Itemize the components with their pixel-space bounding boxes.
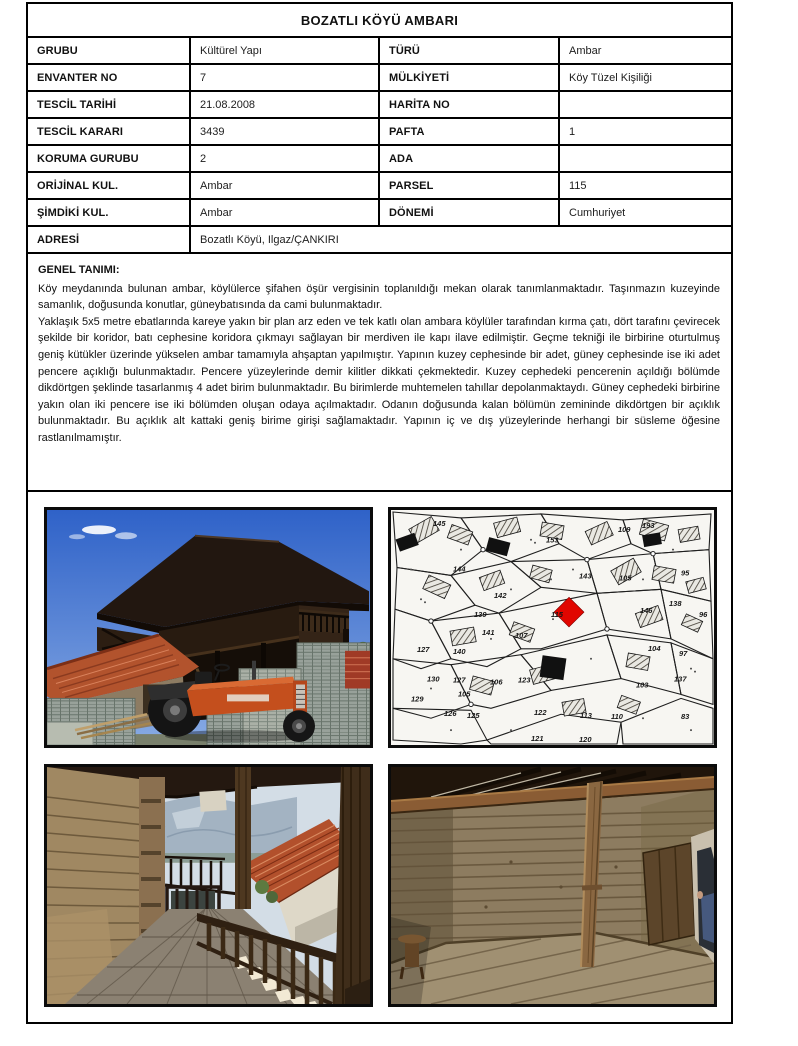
map-parcel-number: 106 [490,677,503,687]
field-label: ORİJİNAL KUL. [28,173,191,200]
field-value [560,146,731,173]
map-parcel-number: 103 [636,680,649,690]
field-label: TESCİL TARİHİ [28,92,191,119]
corridor-photo-illustration [47,767,370,1004]
map-parcel-number: 138 [669,599,682,609]
field-label: PARSEL [380,173,560,200]
general-description [28,254,731,492]
map-parcel-number: 104 [648,643,661,653]
map-parcel-number: 125 [467,711,480,721]
map-parcel-number: 127 [453,675,466,685]
description-heading: GENEL TANIMI: [38,264,120,276]
map-parcel-number: 139 [474,610,487,620]
page-title: BOZATLI KÖYÜ AMBARI [28,4,731,38]
map-parcel-number: 120 [579,735,592,745]
map-parcel-number: 95 [681,568,690,578]
field-value: 1 [560,119,731,146]
person-partial [697,847,714,953]
field-label: ENVANTER NO [28,65,191,92]
field-label: TÜRÜ [380,38,560,65]
field-value: Köy Tüzel Kişiliği [560,65,731,92]
field-value [560,92,731,119]
map-parcel-number: 123 [518,675,531,685]
interior-photo-illustration [391,767,714,1004]
field-label: ŞİMDİKİ KUL. [28,200,191,227]
cadastral-map-illustration [391,510,714,745]
map-parcel-number: 141 [482,627,495,637]
field-label: PAFTA [380,119,560,146]
map-parcel-number: 153 [546,535,559,545]
map-parcel-number: 109 [618,524,631,534]
field-value-address: Bozatlı Köyü, Ilgaz/ÇANKIRI [191,227,731,254]
map-parcel-number: 193 [642,520,655,530]
field-value: Ambar [191,173,380,200]
description-paragraph-1: Köy meydanında bulunan ambar, köylülerce şifahen öşür vergisinin toplanıldığı mekan olarak tanımlanmaktadır. Taşınmazın kuzeyinde samanlık, doğusunda konutlar, güneybatısında da cami bulunmaktadır. [38,282,720,312]
map-parcel-number: 83 [681,712,690,722]
field-label: KORUMA GURUBU [28,146,191,173]
exterior-photo-illustration [47,510,370,745]
map-parcel-number: 105 [458,689,471,699]
map-parcel-number: 140 [453,646,466,656]
field-label: DÖNEMİ [380,200,560,227]
map-parcel-number: 144 [453,564,466,574]
map-parcel-number: 97 [679,648,688,658]
description-paragraph-2: Yaklaşık 5x5 metre ebatlarında kareye yakın bir plan arz eden ve tek katlı olan ambara köylüler tarafından kırma çatı, dört tarafını çevirecek şekilde bir koridor, batı cephesine koridora çıkmayı sağlayan bir merdiven ile kapı ilave edilmiştir. Geçme tekniği ile birbirine oturtulmuş geniş kütükler üzerinde yükselen ambar tamamıyla ahşaptan yapılmıştır. Yapının kuzey cephesinde bir adet, güney cephesinde ise iki adet pencere açıklığı bulunmaktadır. Pencere yüzeylerinde demir kilitler dikkati çekmektedir. Kuzey cephedeki pencerenin açıldığı bölümde dikdörtgen şeklinde tasarlanmış 4 adet birim bulunmaktadır. Bu birimlerde muhtemelen tahıllar depolanmaktaydı. Güney cephedeki birbirine yakın olan iki pencere ise iki bölümden oluşan odaya açılmaktadır. Odanın doğusunda kalan bölümün zemininde dikdörtgen bir açıklık bulunmaktadır. Bu açıklık alt kattaki geniş birime girişi sağlamaktadır. Yapının iç ve dış yüzeylerinde herhangi bir süsleme öğesine rastlanılmamıştır. [38,315,720,444]
field-value: Ambar [191,200,380,227]
map-parcel-number: 105 [619,573,632,583]
map-parcel-number: 96 [699,610,708,620]
form-table [26,2,733,1024]
field-label: ADA [380,146,560,173]
map-parcel-number: 143 [579,571,592,581]
red-brick-stack [345,651,370,689]
map-parcel-number: 146 [640,606,653,616]
map-parcel-number: 129 [411,694,424,704]
field-value: 7 [191,65,380,92]
map-parcel-number: 127 [417,644,430,654]
field-value: Ambar [560,38,731,65]
map-parcel-number: 115 [551,610,563,620]
field-label: TESCİL KARARI [28,119,191,146]
map-parcel-number: 113 [580,711,592,721]
field-value: Cumhuriyet [560,200,731,227]
map-parcel-number: 110 [611,712,623,722]
field-label: MÜLKİYETİ [380,65,560,92]
field-value: 3439 [191,119,380,146]
field-label: HARİTA NO [380,92,560,119]
field-value: 2 [191,146,380,173]
map-parcel-number: 121 [531,734,544,744]
map-parcel-number: 107 [515,630,528,640]
field-value: 115 [560,173,731,200]
photo-balcony-corridor [44,764,373,1007]
photo-cadastral-map [388,507,717,748]
map-parcel-number: 122 [534,708,547,718]
photo-interior-room [388,764,717,1007]
photo-exterior-ambar [44,507,373,748]
info-grid [28,38,731,254]
open-shutter-door [643,843,695,945]
map-parcel-number: 126 [444,709,457,719]
field-label-address: ADRESİ [28,227,191,254]
photo-grid [28,492,731,1022]
field-value: Kültürel Yapı [191,38,380,65]
map-parcel-number: 142 [494,591,507,601]
field-value: 21.08.2008 [191,92,380,119]
map-parcel-number: 130 [427,674,440,684]
map-parcel-number: 137 [674,674,687,684]
map-parcel-number: 145 [433,518,446,528]
field-label: GRUBU [28,38,191,65]
